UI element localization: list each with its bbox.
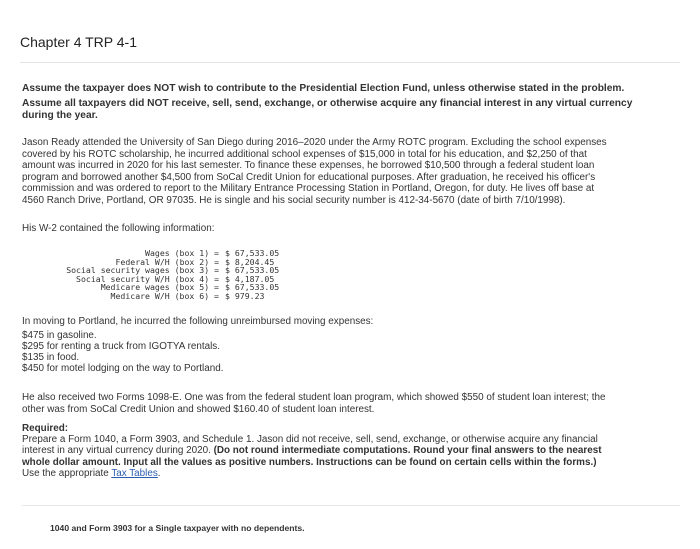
scenario-line: amount was incurred in 2020 for his last semester. To finance these expenses, he borrowed $10,500 through a federal student loan: [22, 160, 595, 172]
required-instruction: whole dollar amount. Input all the values as positive numbers. Instructions can be found on certain cells within the forms.): [22, 456, 597, 468]
w2-value: $ 67,533.05: [225, 282, 280, 293]
moving-intro: In moving to Portland, he incurred the following unreimbursed moving expenses:: [22, 316, 374, 327]
w2-label: Federal W/H (box 2) =: [115, 256, 219, 267]
w2-value: $ 67,533.05: [225, 265, 280, 276]
moving-expense-item: $475 in gasoline.: [22, 330, 97, 341]
form-panel: [22, 505, 680, 549]
forms-1098e-line: other was from SoCal Credit Union and showed $160.40 of student loan interest.: [22, 403, 375, 415]
presidential-fund-notice: Assume the taxpayer does NOT wish to contribute to the Presidential Election Fund, unless otherwise stated in the problem.: [22, 83, 625, 94]
moving-expense-item: $450 for motel lodging on the way to Portland.: [22, 363, 224, 374]
moving-expense-item: $135 in food.: [22, 352, 80, 363]
forms-1098e-paragraph: [22, 392, 662, 415]
w2-row: [44, 292, 279, 301]
w2-label: Wages (box 1) =: [145, 248, 219, 258]
required-instruction: (Do not round intermediate computations. Round your final answers to the nearest: [213, 445, 602, 457]
required-line: [22, 445, 662, 456]
required-heading: Required:: [22, 423, 69, 434]
forms-1098e-line: He also received two Forms 1098-E. One was from the federal student loan program, which showed $550 of student loan interest; the: [22, 392, 606, 403]
required-text: Use the appropriate: [22, 467, 112, 479]
scenario-line: Jason Ready attended the University of San Diego during 2016–2020 under the Army ROTC program. Excluding the school expenses: [22, 137, 607, 148]
virtual-currency-notice: Assume all taxpayers did NOT receive, sell, send, exchange, or otherwise acquire any financial interest in any virtual currency during the year.: [22, 98, 633, 121]
w2-value: $ 8,204.45: [225, 256, 275, 267]
scenario-paragraph: [22, 137, 662, 207]
w2-label: Medicare W/H (box 6) =: [110, 290, 219, 301]
w2-intro: His W-2 contained the following information:: [22, 223, 215, 234]
w2-label: Medicare wages (box 5) =: [100, 282, 219, 293]
w2-value: $ 67,533.05: [225, 248, 280, 258]
title-divider: [20, 62, 680, 63]
w2-value: $ 979.23: [225, 290, 265, 301]
w2-label: Social security wages (box 3) =: [66, 265, 219, 276]
w2-value: $ 4,187.05: [225, 273, 275, 284]
moving-expense-item: $295 for renting a truck from IGOTYA rentals.: [22, 341, 220, 352]
required-text: .: [157, 467, 161, 479]
required-line: Prepare a Form 1040, a Form 3903, and Schedule 1. Jason did not receive, sell, send, exchange, or otherwise acquire any financial: [22, 434, 598, 446]
scenario-line: commission and was ordered to report to the Military Entrance Processing Station in Portland, Oregon, for duty. He lives off base at: [22, 183, 595, 195]
w2-label: Social security W/H (box 4) =: [76, 273, 219, 284]
scenario-line: covered by his ROTC scholarship, he incurred additional school expenses of $15,000 in total for his education, and $2,250 of that: [22, 148, 587, 160]
required-section: [22, 423, 662, 479]
page-title: Chapter 4 TRP 4-1: [20, 34, 137, 50]
required-line: [22, 468, 662, 479]
tax-tables-link[interactable]: Tax Tables: [111, 467, 158, 479]
w2-table: [44, 249, 279, 301]
scenario-line: 4560 Ranch Drive, Portland, OR 97035. He is single and his social security number is 412-34-5670 (date of birth 7/10/1998).: [22, 194, 566, 206]
moving-expense-list: [22, 330, 223, 374]
scenario-line: program and borrowed another $4,500 from SoCal Credit Union for educational purposes. After graduation, he received his officer's: [22, 171, 596, 183]
required-text: interest in any virtual currency during 2020.: [22, 445, 214, 457]
form-panel-label: 1040 and Form 3903 for a Single taxpayer with no dependents.: [50, 523, 305, 533]
